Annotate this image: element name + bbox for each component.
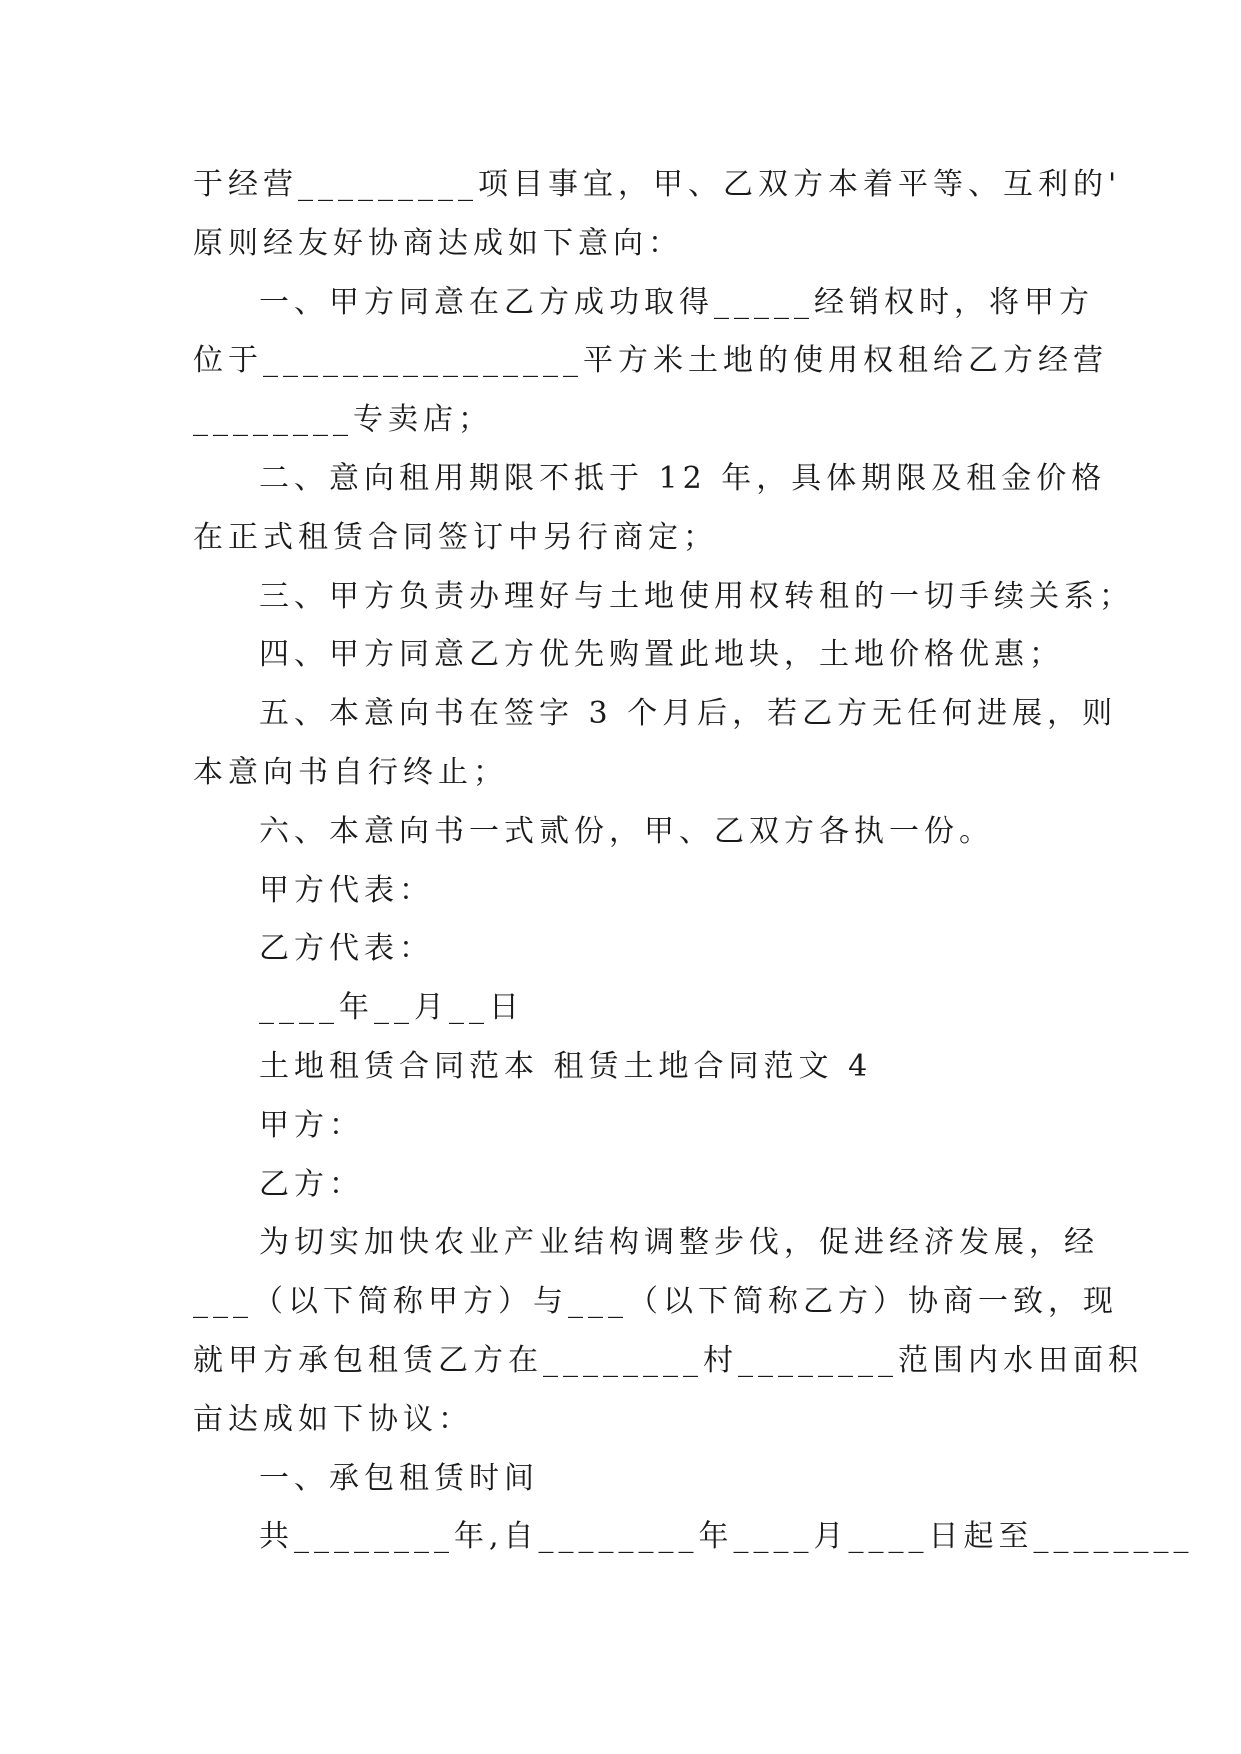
- clause-two-line: 二、意向租用期限不抵于 12 年，具体期限及租金价格: [259, 460, 1107, 496]
- paragraph-line: 本意向书自行终止；: [193, 754, 508, 790]
- party-b-line: 乙方：: [259, 1166, 364, 1202]
- party-a-line: 甲方：: [259, 1107, 364, 1143]
- clause-five-line: 五、本意向书在签字 3 个月后，若乙方无任何进展，则: [259, 696, 1118, 732]
- document-body: [193, 156, 1194, 1567]
- paragraph-line: ________专卖店；: [193, 402, 493, 438]
- paragraph-line: 位于________________平方米土地的使用权租给乙方经营: [193, 343, 1108, 379]
- party-b-representative: 乙方代表：: [259, 931, 434, 967]
- clause-three-line: 三、甲方负责办理好与土地使用权转租的一切手续关系；: [259, 578, 1134, 614]
- clause-four-line: 四、甲方同意乙方优先购置此地块，土地价格优惠；: [259, 637, 1064, 673]
- paragraph-line: 就甲方承包租赁乙方在________村________范围内水田面积: [193, 1342, 1143, 1378]
- clause-one-line: 一、甲方同意在乙方成功取得_____经销权时，将甲方: [259, 284, 1094, 320]
- date-line: ____年__月__日: [259, 990, 524, 1026]
- clause-six-line: 六、本意向书一式贰份，甲、乙双方各执一份。: [259, 813, 994, 849]
- paragraph-line: 原则经友好协商达成如下意向：: [193, 225, 683, 261]
- party-a-representative: 甲方代表：: [259, 872, 434, 908]
- paragraph-line: 亩达成如下协议：: [193, 1401, 473, 1437]
- lease-term-line: 共________年,自________年____月____日起至________: [259, 1519, 1194, 1555]
- section-title: 土地租赁合同范本 租赁土地合同范文 4: [259, 1048, 873, 1084]
- paragraph-line: 在正式租赁合同签订中另行商定；: [193, 519, 718, 555]
- preamble-line: 为切实加快农业产业结构调整步伐，促进经济发展，经: [259, 1225, 1099, 1261]
- paragraph-line: 于经营_________项目事宜，甲、乙双方本着平等、互利的': [193, 167, 1122, 202]
- lease-term-heading: 一、承包租赁时间: [259, 1460, 539, 1496]
- paragraph-line: ___（以下简称甲方）与___（以下简称乙方）协商一致，现: [193, 1284, 1118, 1320]
